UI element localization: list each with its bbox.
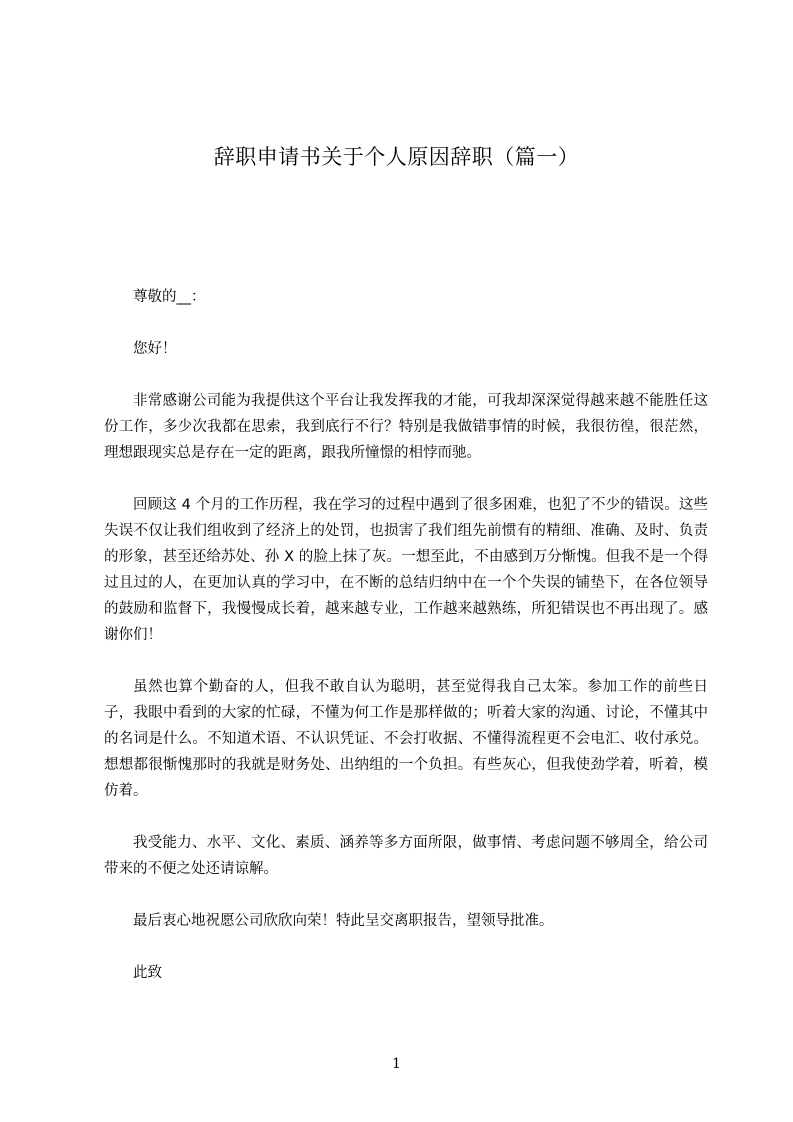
document-body bbox=[104, 284, 708, 1012]
paragraph-apology: 我受能力、水平、文化、素质、涵养等多方面所限，做事情、考虑问题不够周全，给公司带来的不便之处还请谅解。 bbox=[104, 835, 708, 877]
paragraph-self-reflection: 虽然也算个勤奋的人，但我不敢自认为聪明，甚至觉得我自己太笨。参加工作的前些日子，我眼中看到的大家的忙碌，不懂为何工作是那样做的；听着大家的沟通、讨论，不懂其中的名词是什么。不知道术语、不认识凭证、不会打收据、不懂得流程更不会电汇、收付承兑。想想都很惭愧那时的我就是财务处、出纳组的一个负担。有些灰心，但我使劲学着，听着，模仿着。 bbox=[104, 679, 708, 799]
salutation: 尊敬的__： bbox=[133, 289, 206, 305]
paragraph-closing-wish: 最后衷心地祝愿公司欣欣向荣！特此呈交离职报告，望领导批准。 bbox=[133, 913, 554, 929]
paragraph-gratitude: 非常感谢公司能为我提供这个平台让我发挥我的才能，可我却深深觉得越来越不能胜任这份工作，多少次我都在思索，我到底行不行？特别是我做错事情的时候，我很彷徨，很茫然，理想跟现实总是存在一定的距离，跟我所憧憬的相悖而驰。 bbox=[104, 393, 708, 461]
closing-phrase: 此致 bbox=[133, 965, 162, 981]
document-title: 辞职申请书关于个人原因辞职（篇一） bbox=[213, 145, 580, 169]
greeting: 您好！ bbox=[133, 341, 177, 357]
paragraph-review: 回顾这 4 个月的工作历程，我在学习的过程中遇到了很多困难，也犯了不少的错误。这些失误不仅让我们组收到了经济上的处罚，也损害了我们组先前惯有的精细、准确、及时、负责的形象，甚至还给苏处、孙 X 的脸上抹了灰。一想至此，不由感到万分惭愧。但我不是一个得过且过的人，在更加认真的学习中，在不断的总结归纳中在一个个失误的铺垫下，在各位领导的鼓励和监督下，我慢慢成长着，越来越专业，工作越来越熟练，所犯错误也不再出现了。感谢你们！ bbox=[104, 497, 708, 643]
page-number: 1 bbox=[392, 1056, 401, 1072]
